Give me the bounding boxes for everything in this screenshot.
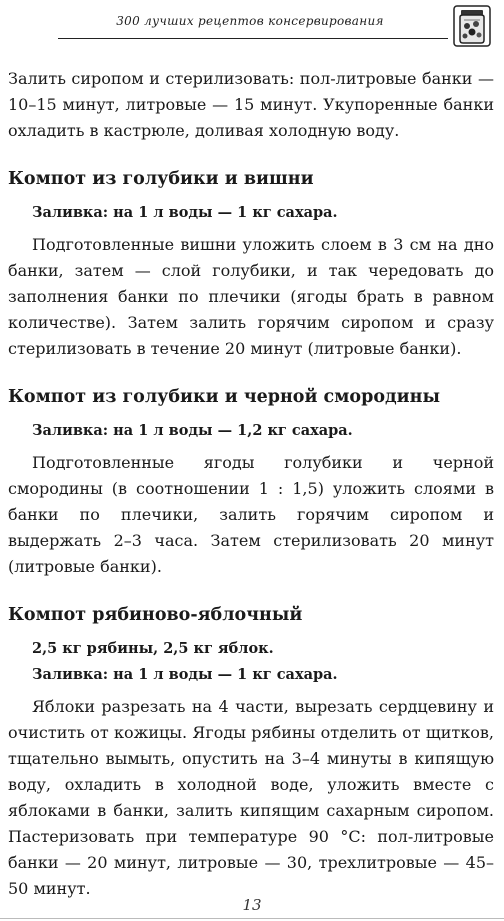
intro-paragraph: Залить сиропом и стерилизовать: пол-литровые банки — 10–15 минут, литровые — 15 минут. Укупоренные банки охладить в кастрюле, доливая холодную воду.	[8, 69, 494, 140]
recipe-ingredients: 2,5 кг рябины, 2,5 кг яблок.	[32, 640, 274, 657]
recipe-text: Подготовленные ягоды голубики и черной смородины (в соотношении 1 : 1,5) уложить слоями в банки по плечики, залить горячим сиропом и выдержать 2–3 часа. Затем стерилизовать 20 минут (литровые банки).	[8, 453, 494, 576]
recipe-filling: Заливка: на 1 л воды — 1,2 кг сахара.	[32, 422, 353, 439]
page-bottom-edge	[0, 918, 504, 919]
running-head	[0, 0, 504, 48]
recipe-text: Подготовленные вишни уложить слоем в 3 см на дно банки, затем — слой голубики, и так чередовать до заполнения банки по плечики (ягоды брать в равном количестве). Затем залить горячим сиропом и сразу стерилизовать в течение 20 минут (литровые банки).	[8, 235, 494, 358]
preserve-jar-icon	[452, 4, 492, 48]
recipe-text: Яблоки разрезать на 4 части, вырезать сердцевину и очистить от кожицы. Ягоды рябины отделить от щитков, тщательно вымыть, опустить на 3–4 минуты в кипящую воду, охладить в холодной воде, уложить вместе с яблоками в банки, залить кипящим сахарным сиропом. Пастеризовать при температуре 90 °C: пол-литровые банки — 20 минут, литровые — 30, трехлитровые — 45–50 минут.	[8, 697, 494, 898]
page-number: 13	[242, 896, 262, 914]
header-rule	[58, 38, 448, 39]
page-content	[8, 66, 494, 902]
recipe-filling: Заливка: на 1 л воды — 1 кг сахара.	[32, 666, 338, 683]
recipe-title: Компот из голубики и черной смородины	[8, 387, 440, 407]
recipe-title: Компот рябиново-яблочный	[8, 605, 303, 625]
running-title: 300 лучших рецептов консервирования	[116, 14, 384, 28]
recipe-filling: Заливка: на 1 л воды — 1 кг сахара.	[32, 204, 338, 221]
recipe-title: Компот из голубики и вишни	[8, 169, 314, 189]
